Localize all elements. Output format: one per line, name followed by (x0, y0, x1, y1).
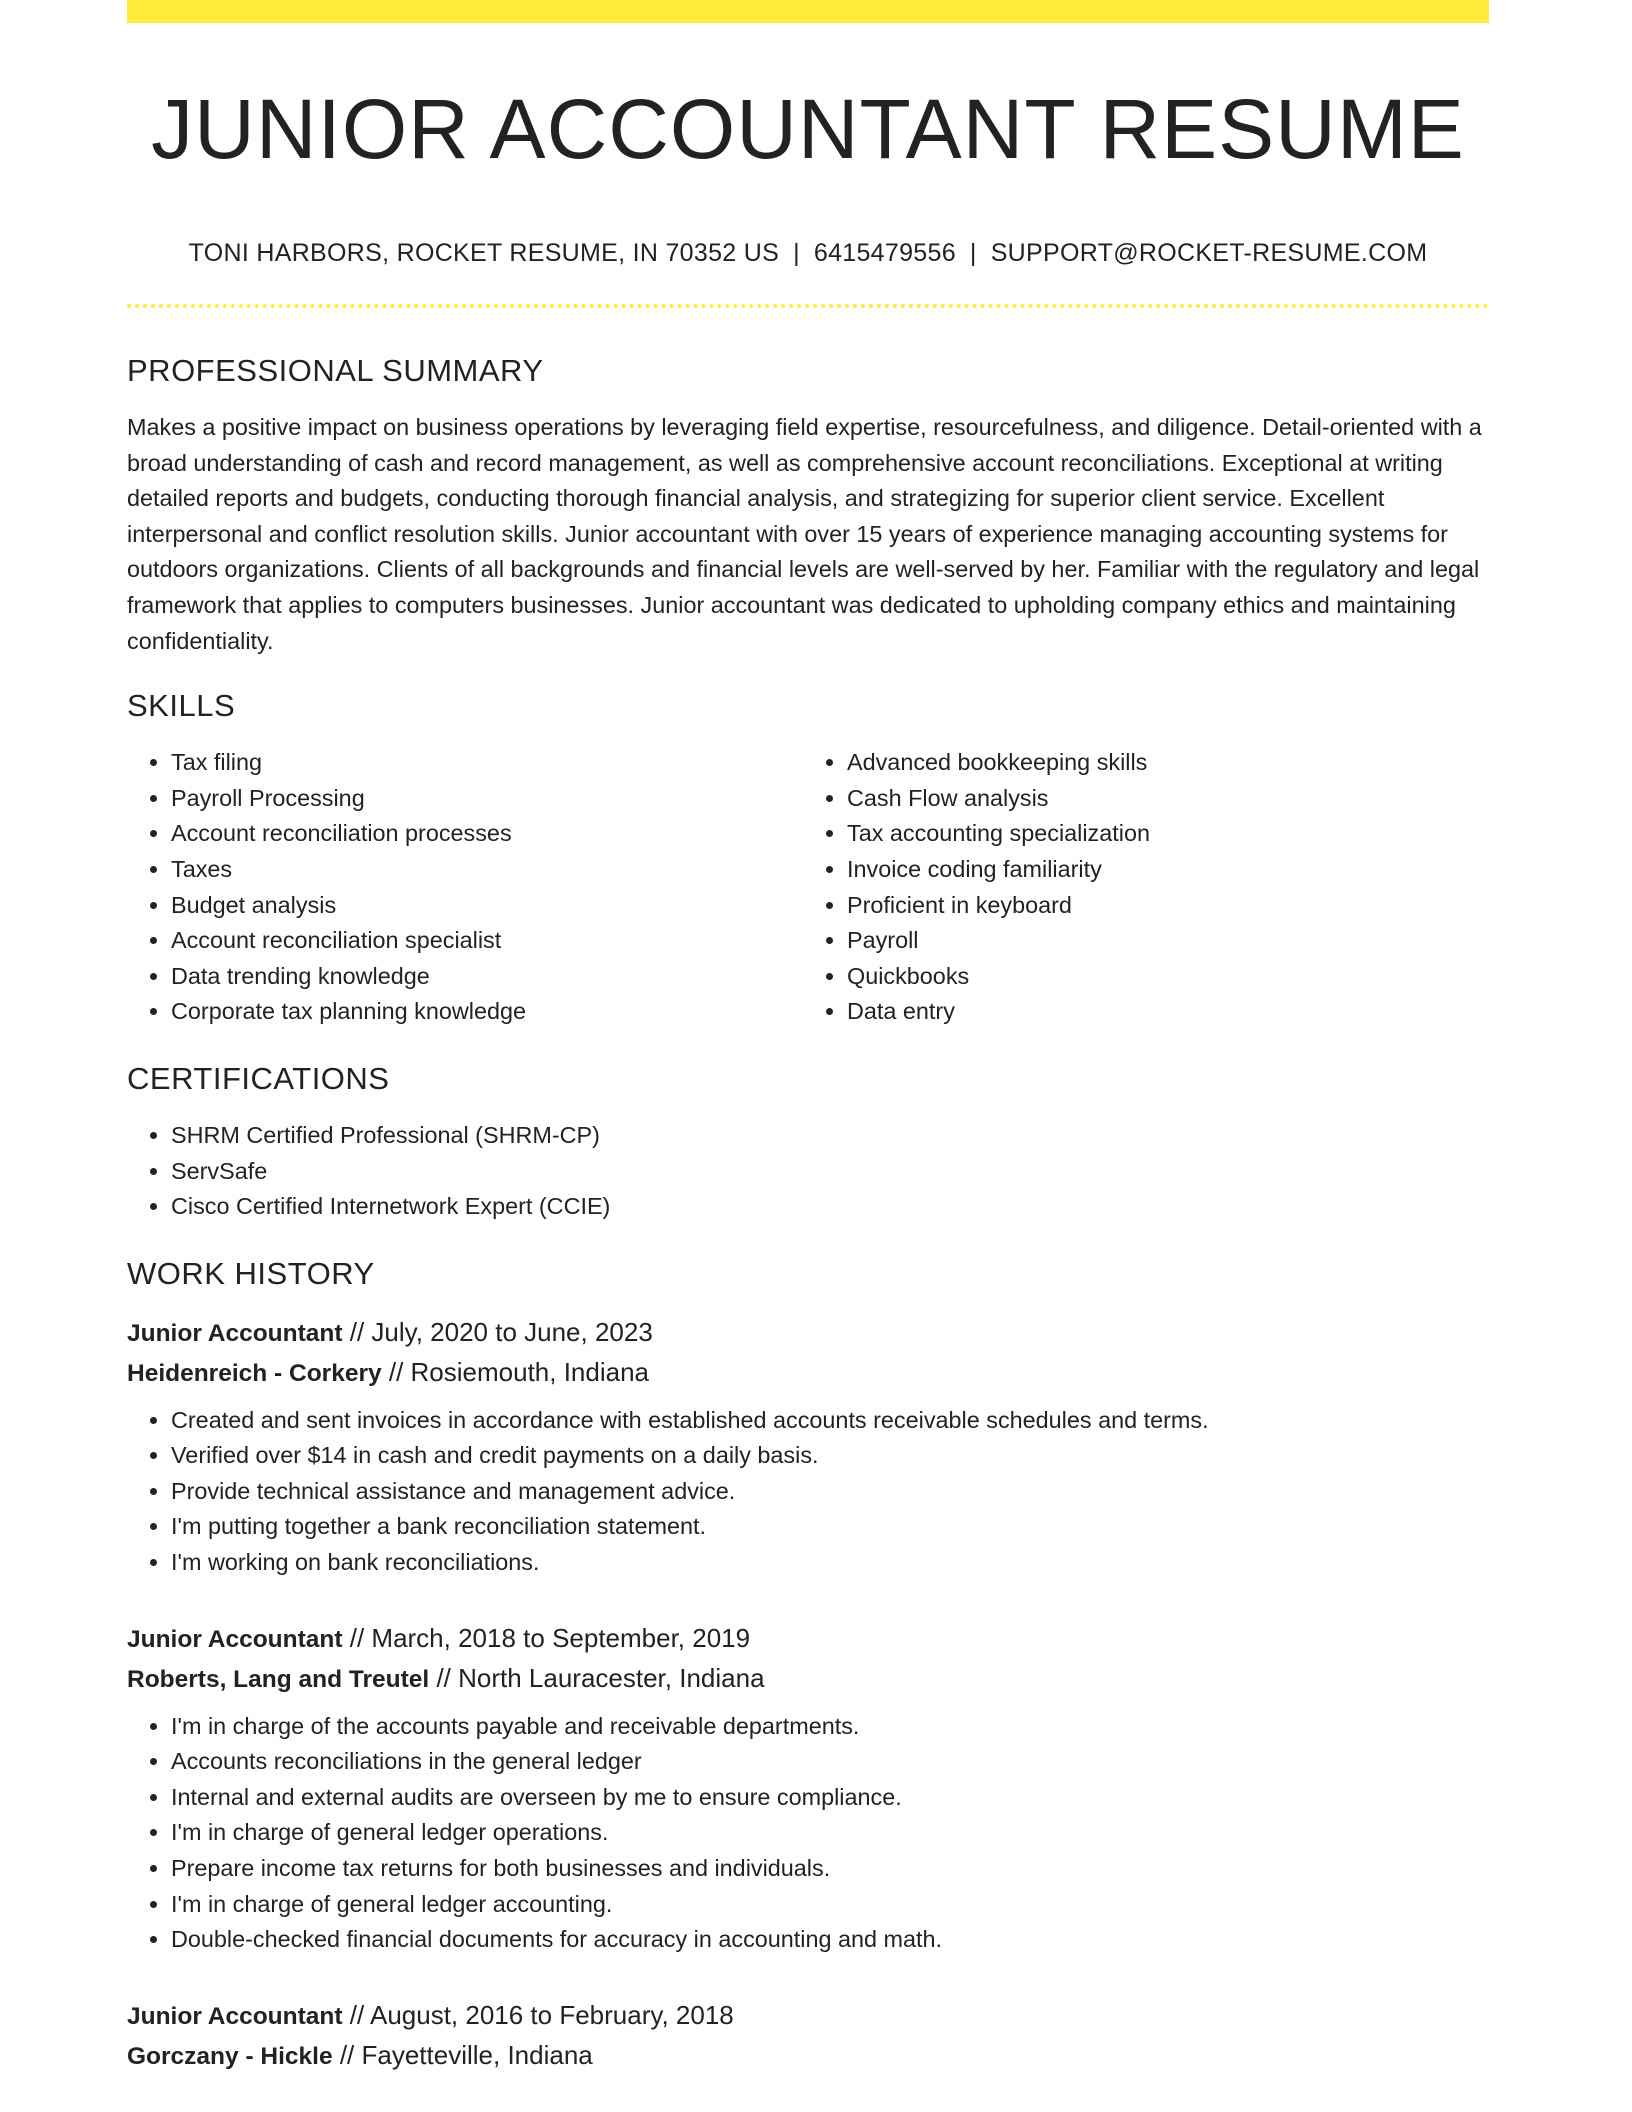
skill-item: • Proficient in keyboard (847, 888, 1479, 924)
job-company-line (127, 2036, 1489, 2076)
contact-line (127, 236, 1489, 270)
job-location: // Rosiemouth, Indiana (381, 1356, 650, 1387)
certification-item: • ServSafe (171, 1154, 1489, 1190)
skill-item: • Quickbooks (847, 959, 1479, 995)
skill-item: • Tax filing (171, 745, 803, 781)
job-duty-item: • Prepare income tax returns for both businesses and individuals. (171, 1851, 1489, 1887)
skill-item: • Advanced bookkeeping skills (847, 745, 1479, 781)
top-accent-bar (127, 0, 1489, 23)
job-title-line (127, 1313, 1489, 1353)
job-title-line (127, 1619, 1489, 1659)
skill-item: • Cash Flow analysis (847, 781, 1479, 817)
contact-address: TONI HARBORS, ROCKET RESUME, IN 70352 US (188, 239, 780, 267)
resume-body (127, 350, 1489, 2076)
skill-item: • Data entry (847, 994, 1479, 1030)
job-duty-item: • Created and sent invoices in accordance with established accounts receivable schedules and terms. (171, 1403, 1489, 1439)
job-duties-list (127, 1403, 1489, 1581)
job-duty-item: • I'm putting together a bank reconciliation statement. (171, 1509, 1489, 1545)
dotted-divider (127, 304, 1489, 308)
certifications-list (127, 1118, 1489, 1225)
skill-item: • Budget analysis (171, 888, 803, 924)
job-duty-item: • Verified over $14 in cash and credit payments on a daily basis. (171, 1438, 1489, 1474)
skill-item: • Payroll (847, 923, 1479, 959)
summary-section (127, 350, 1489, 659)
certifications-section (127, 1058, 1489, 1225)
skill-item: • Taxes (171, 852, 803, 888)
job-dates: // July, 2020 to June, 2023 (342, 1316, 653, 1347)
skill-item: • Account reconciliation processes (171, 816, 803, 852)
work-history-heading: WORK HISTORY (127, 1255, 375, 1291)
job-duty-item: • Double-checked financial documents for accuracy in accounting and math. (171, 1922, 1489, 1958)
job-duty-item: • Accounts reconciliations in the general ledger (171, 1744, 1489, 1780)
skill-item: • Data trending knowledge (171, 959, 803, 995)
job-duty-item: • I'm in charge of general ledger operations. (171, 1815, 1489, 1851)
work-history-section (127, 1253, 1489, 2076)
resume-title: JUNIOR ACCOUNTANT RESUME (151, 82, 1465, 176)
job-company-line (127, 1659, 1489, 1699)
job-entry (127, 1619, 1489, 1958)
summary-heading: PROFESSIONAL SUMMARY (127, 353, 544, 388)
skills-grid (127, 745, 1489, 1030)
job-company-line (127, 1353, 1489, 1393)
job-company: Gorczany - Hickle (127, 2042, 333, 2070)
job-location: // North Lauracester, Indiana (429, 1662, 765, 1693)
skill-item: • Corporate tax planning knowledge (171, 994, 803, 1030)
skill-item: • Account reconciliation specialist (171, 923, 803, 959)
job-duty-item: • I'm in charge of general ledger accounting. (171, 1887, 1489, 1923)
job-duty-item: • I'm in charge of the accounts payable and receivable departments. (171, 1709, 1489, 1745)
job-duty-item: • I'm working on bank reconciliations. (171, 1545, 1489, 1581)
job-title: Junior Accountant (127, 1319, 343, 1347)
contact-phone[interactable]: 6415479556 (813, 239, 956, 267)
certification-item: • SHRM Certified Professional (SHRM-CP) (171, 1118, 1489, 1154)
job-duties-list (127, 1709, 1489, 1958)
contact-separator: | (969, 239, 977, 267)
job-location: // Fayetteville, Indiana (332, 2039, 593, 2070)
job-duty-item: • Internal and external audits are overseen by me to ensure compliance. (171, 1780, 1489, 1816)
skills-list-right (803, 745, 1479, 1030)
summary-text: Makes a positive impact on business operations by leveraging field expertise, resourcefulness, and diligence. Detail-oriented with a broad understanding of cash and record management, as well as comprehensive account reconciliations. Exceptional at writing detailed reports and budgets, conducting thorough financial analysis, and strategizing for superior client service. Excellent interpersonal and conflict resolution skills. Junior accountant with over 15 years of experience managing accounting systems for outdoors organizations. Clients of all backgrounds and financial levels are well-served by her. Familiar with the regulatory and legal framework that applies to computers businesses. Junior accountant was dedicated to upholding company ethics and maintaining confidentiality. (127, 414, 1482, 654)
skills-heading: SKILLS (127, 688, 236, 724)
skill-item: • Tax accounting specialization (847, 816, 1479, 852)
certifications-heading: CERTIFICATIONS (127, 1060, 390, 1096)
skill-item: • Payroll Processing (171, 781, 803, 817)
job-entry (127, 1313, 1489, 1581)
job-dates: // August, 2016 to February, 2018 (342, 1999, 734, 2030)
skills-section (127, 685, 1489, 1030)
contact-separator: | (793, 239, 800, 267)
job-title-line (127, 1996, 1489, 2036)
job-title: Junior Accountant (127, 2002, 343, 2030)
job-entry (127, 1996, 1489, 2076)
skill-item: • Invoice coding familiarity (847, 852, 1479, 888)
job-company: Roberts, Lang and Treutel (127, 1665, 430, 1693)
certification-item: • Cisco Certified Internetwork Expert (CCIE) (171, 1189, 1489, 1225)
job-dates: // March, 2018 to September, 2019 (342, 1622, 751, 1653)
skills-list-left (127, 745, 803, 1030)
job-duty-item: • Provide technical assistance and management advice. (171, 1474, 1489, 1510)
job-title: Junior Accountant (127, 1625, 343, 1653)
job-company: Heidenreich - Corkery (127, 1359, 382, 1387)
contact-email[interactable]: SUPPORT@ROCKET-RESUME.COM (990, 239, 1428, 267)
